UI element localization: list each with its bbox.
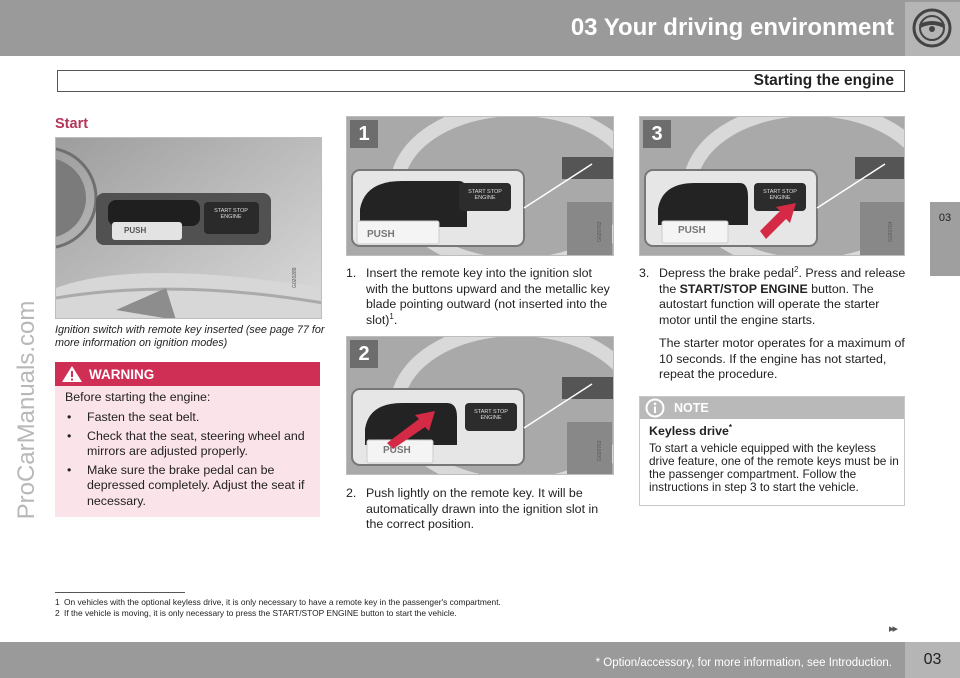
note-box: [639, 396, 905, 506]
section-bar: [57, 70, 905, 92]
note-header: [640, 397, 904, 419]
photo-caption: Ignition switch with remote key inserted (see page 77 for more information on ignition modes): [55, 324, 325, 349]
step-body: Depress the brake pedal$^2$. Press and release the START/STOP ENGINE button. The autostart function will operate the starter motor until the engine starts.: [659, 264, 906, 327]
footnote-divider: [55, 592, 185, 593]
step-paragraph: The starter motor operates for a maximum of 10 seconds. If the engine has not started, repeat the procedure.: [659, 336, 905, 381]
note-label: NOTE: [674, 401, 709, 415]
warning-intro: Before starting the engine:: [65, 390, 211, 404]
footnote-text: On vehicles with the optional keyless drive, it is only necessary to have a remote key in the passenger's compartment.: [64, 597, 501, 607]
step-3-photo: [639, 116, 905, 256]
chapter-tab[interactable]: [930, 202, 960, 276]
push-label: PUSH: [367, 229, 395, 240]
push-label: PUSH: [678, 225, 706, 236]
image-code: G020762: [597, 221, 603, 242]
start-stop-label: START STOP ENGINE: [214, 208, 248, 220]
continue-arrows-icon: ▸▸: [889, 623, 897, 635]
start-stop-label: START STOP ENGINE: [474, 409, 508, 421]
step-1-photo: [346, 116, 614, 256]
start-stop-label: START STOP ENGINE: [763, 189, 797, 201]
step-number: 1.: [346, 266, 357, 280]
footnote: [55, 608, 457, 618]
step-2-text: [346, 486, 614, 536]
ignition-switch-photo: [55, 137, 322, 319]
image-code: G020764: [888, 221, 894, 242]
chapter-tab-label: 03: [938, 212, 952, 224]
section-title: Starting the engine: [753, 72, 894, 89]
footnote-ref[interactable]: 1: [389, 311, 394, 321]
warning-box: [55, 362, 320, 517]
list-item: • Check that the seat, steering wheel and mirrors are adjusted properly.: [65, 429, 315, 460]
image-code: G020763: [597, 440, 603, 461]
warning-label: WARNING: [89, 367, 155, 382]
footnote-number: 1: [55, 597, 60, 607]
list-item: • Make sure the brake pedal can be depressed completely. Adjust the seat if necessary.: [65, 463, 315, 510]
push-label: PUSH: [124, 226, 147, 235]
step-number: 2.: [346, 486, 357, 500]
footnote-ref[interactable]: 2: [794, 264, 799, 274]
info-icon: [645, 398, 665, 418]
note-title: Keyless drive*: [649, 422, 733, 438]
chapter-icon-box: [905, 2, 960, 56]
note-body: To start a vehicle equipped with the keyless drive feature, one of the remote keys must be in the passenger compartment. Follow the instructions in step 3 to start the vehicle.: [649, 441, 899, 494]
step-badge: 1: [350, 120, 378, 148]
step-body: Push lightly on the remote key. It will be automatically drawn into the ignition slot in the correct position.: [366, 486, 599, 531]
push-label: PUSH: [383, 445, 411, 456]
button-name: START/STOP ENGINE: [679, 281, 808, 296]
step-number: 3.: [639, 266, 650, 280]
warning-list: [65, 410, 315, 512]
footer-bar: [0, 642, 960, 678]
step-2-photo: [346, 336, 614, 475]
warning-triangle-icon: [61, 365, 83, 383]
footnote: [55, 597, 501, 607]
footnote-number: 2: [55, 608, 60, 618]
step-body: Insert the remote key into the ignition slot with the buttons upward and the metallic key blade pointing outward (not inserted into the slot)$^1$.: [366, 266, 610, 327]
watermark-text: ProCarManuals.com: [13, 300, 40, 520]
steering-wheel-icon: [911, 7, 953, 49]
watermark: [12, 200, 42, 620]
footnote-text: If the vehicle is moving, it is only necessary to press the START/STOP ENGINE button to start the vehicle.: [64, 608, 457, 618]
footer-note: * Option/accessory, for more information, see Introduction.: [595, 657, 892, 669]
page-number: 03: [923, 651, 942, 668]
image-code: G020289: [292, 267, 298, 288]
chapter-title: 03 Your driving environment: [570, 14, 894, 41]
step-badge: 2: [350, 340, 378, 368]
option-mark: *: [728, 422, 733, 432]
list-item: • Fasten the seat belt.: [65, 410, 315, 426]
page-number-box: [905, 642, 960, 678]
warning-header: [55, 362, 320, 386]
step-3-text: [639, 266, 907, 386]
start-stop-label: START STOP ENGINE: [468, 189, 502, 201]
step-badge: 3: [643, 120, 671, 148]
step-1-text: [346, 266, 614, 332]
start-heading: Start: [55, 116, 89, 132]
